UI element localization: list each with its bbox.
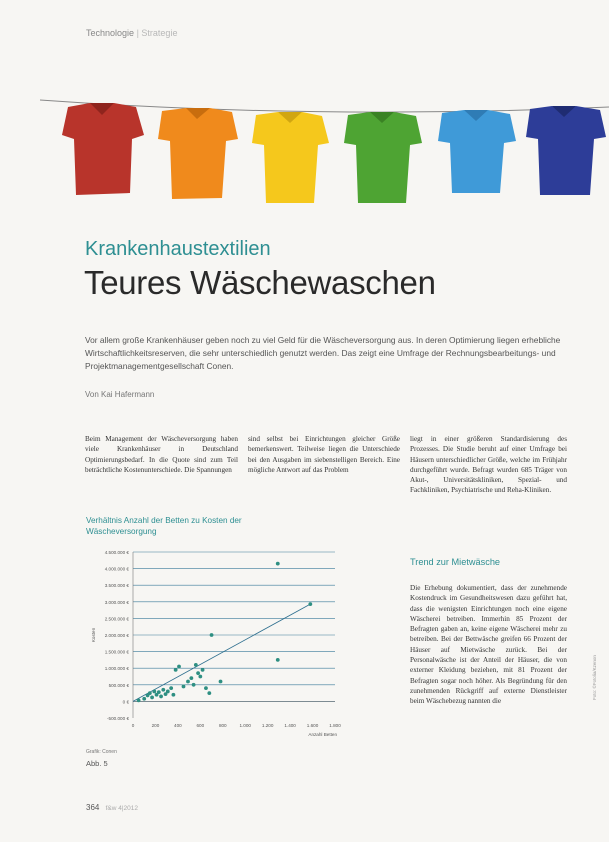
data-point	[174, 668, 178, 672]
publication-name: f&w 4|2012	[105, 805, 138, 812]
page-number: 364	[86, 803, 100, 812]
shirt-green	[344, 112, 422, 203]
article-lead: Vor allem große Krankenhäuser geben noch zu viel Geld für die Wäscheversorgung aus. In deren Optimierung liegen erhebliche Wirtschaftlichkeitsreserven, die sehr unterschiedlich genutzt werden. Das zeigt eine Umfrage der Rechnungsbearbeitungs- und Projektmanagementgesellschaft Conen.	[85, 335, 561, 371]
x-tick-label: 0	[131, 723, 135, 728]
data-point	[148, 691, 152, 695]
data-point	[177, 665, 181, 669]
shirt-blue	[438, 110, 516, 193]
figure-label: Abb. 5	[86, 759, 108, 768]
x-tick-label: 1.000	[239, 723, 251, 728]
running-header	[86, 28, 177, 38]
shirt-orange	[158, 108, 238, 199]
y-tick-label: 0 €	[122, 699, 129, 705]
data-point	[169, 686, 173, 690]
data-point	[152, 690, 156, 694]
y-tick-label: -500.000 €	[107, 716, 129, 721]
article-headline: Teures Wäschewaschen	[84, 264, 436, 301]
x-tick-label: 600	[196, 723, 205, 728]
header-section: Strategie	[141, 28, 178, 38]
header-separator: |	[136, 28, 139, 38]
y-tick-label: 4.500.000 €	[104, 550, 129, 555]
y-tick-label: 1.000.000 €	[104, 666, 129, 672]
y-tick-label: 4.000.000 €	[104, 566, 129, 572]
data-point	[207, 691, 211, 695]
data-point	[276, 562, 280, 566]
x-tick-label: 1.200	[261, 723, 274, 728]
laundry-photo	[40, 95, 609, 215]
data-point	[189, 676, 193, 680]
data-point	[194, 663, 198, 667]
x-tick-label: 400	[174, 723, 182, 728]
shirt-red	[62, 103, 144, 195]
page-footer	[86, 803, 138, 812]
subheading: Trend zur Mietwäsche	[410, 557, 501, 567]
scatter-chart	[85, 546, 375, 756]
x-axis-label: Anzahl Betten	[308, 732, 337, 737]
data-point	[142, 697, 146, 701]
data-point	[219, 680, 223, 684]
x-tick-label: 1.800	[329, 723, 341, 728]
data-point	[204, 686, 208, 690]
data-point	[276, 658, 280, 662]
chart-source: Grafik: Conen	[86, 749, 117, 755]
data-point	[157, 690, 161, 694]
data-point	[137, 699, 141, 703]
y-tick-label: 3.000.000 €	[104, 599, 129, 605]
shirt-navy	[526, 106, 606, 195]
data-point	[210, 633, 214, 637]
data-point	[308, 602, 312, 606]
x-tick-label: 800	[218, 723, 227, 728]
x-tick-label: 1.600	[306, 723, 319, 728]
trend-line	[133, 604, 310, 701]
data-point	[196, 671, 200, 675]
photo-credit: Foto: ©Fotolia/Kzenon	[592, 655, 597, 700]
y-axis-label: Kosten	[91, 627, 96, 643]
data-point	[161, 688, 165, 692]
x-tick-label: 1.400	[284, 723, 296, 728]
data-point	[201, 668, 205, 672]
article-kicker: Krankenhaustextilien	[85, 238, 271, 260]
data-point	[172, 693, 176, 697]
x-tick-label: 200	[151, 723, 160, 728]
body-column-3: liegt in einer größeren Standardisierung des Prozesses. Die Studie beruht auf einer Umfrage bei Häusern unterschiedlicher Größe, welche im Frühjahr durchgeführt wurde. Befragt wurden 685 Träger von Akut-, Universitätskliniken, Spezial- und Fachkliniken, Psychiatrische und Reha-Kliniken.	[410, 435, 567, 495]
data-point	[166, 690, 170, 694]
y-tick-label: 2.500.000 €	[104, 616, 129, 622]
shirt-yellow	[252, 112, 329, 203]
y-tick-label: 1.500.000 €	[104, 649, 129, 655]
data-point	[186, 680, 190, 684]
y-tick-label: 3.500.000 €	[104, 583, 129, 589]
data-point	[182, 685, 186, 689]
byline: Von Kai Hafermann	[85, 390, 155, 399]
y-tick-label: 2.000.000 €	[104, 633, 129, 638]
data-point	[159, 695, 163, 699]
chart-title: Verhältnis Anzahl der Betten zu Kosten der Wäscheversorgung	[86, 516, 242, 536]
header-category: Technologie	[86, 28, 135, 38]
body-column-1: Beim Management der Wäscheversorgung haben viele Krankenhäuser in Deutschland Optimierungsbedarf. In die Quote sind zum Teil beträchtliche Kostenunterschiede. Die Spannungen	[85, 435, 238, 474]
data-point	[198, 675, 202, 679]
y-tick-label: 500.000 €	[108, 682, 129, 688]
data-point	[192, 683, 196, 687]
body-column-3-continued: Die Erhebung dokumentiert, dass der zunehmende Kostendruck im Gesundheitswesen dazu geführt hat, dass die wenigsten Einrichtungen noch eine eigene Wäscherei betreiben. Immerhin 85 Prozent der Befragten gaben an, keine eigene Wäscherei mehr zu betreiben. Bei der Bettwäsche greifen 66 Prozent der Häuser auf Mietwäsche zurück. Bei der Personalwäsche ist der Anteil der Häuser, die von externer Kleidung beziehen, mit 81 Prozent der Befragten sogar noch höher. Als Begründung für den zunehmenden Rückgriff auf externe Dienstleister beim Wäschebezug nannten die	[410, 584, 567, 706]
data-point	[150, 696, 154, 700]
body-column-2: sind selbst bei Einrichtungen gleicher Größe bemerkenswert. Teilweise liegen die Unterschiede bei den Ausgaben im siebenstelligen Bereich. Eine mögliche Antwort auf das Problem	[248, 435, 400, 474]
